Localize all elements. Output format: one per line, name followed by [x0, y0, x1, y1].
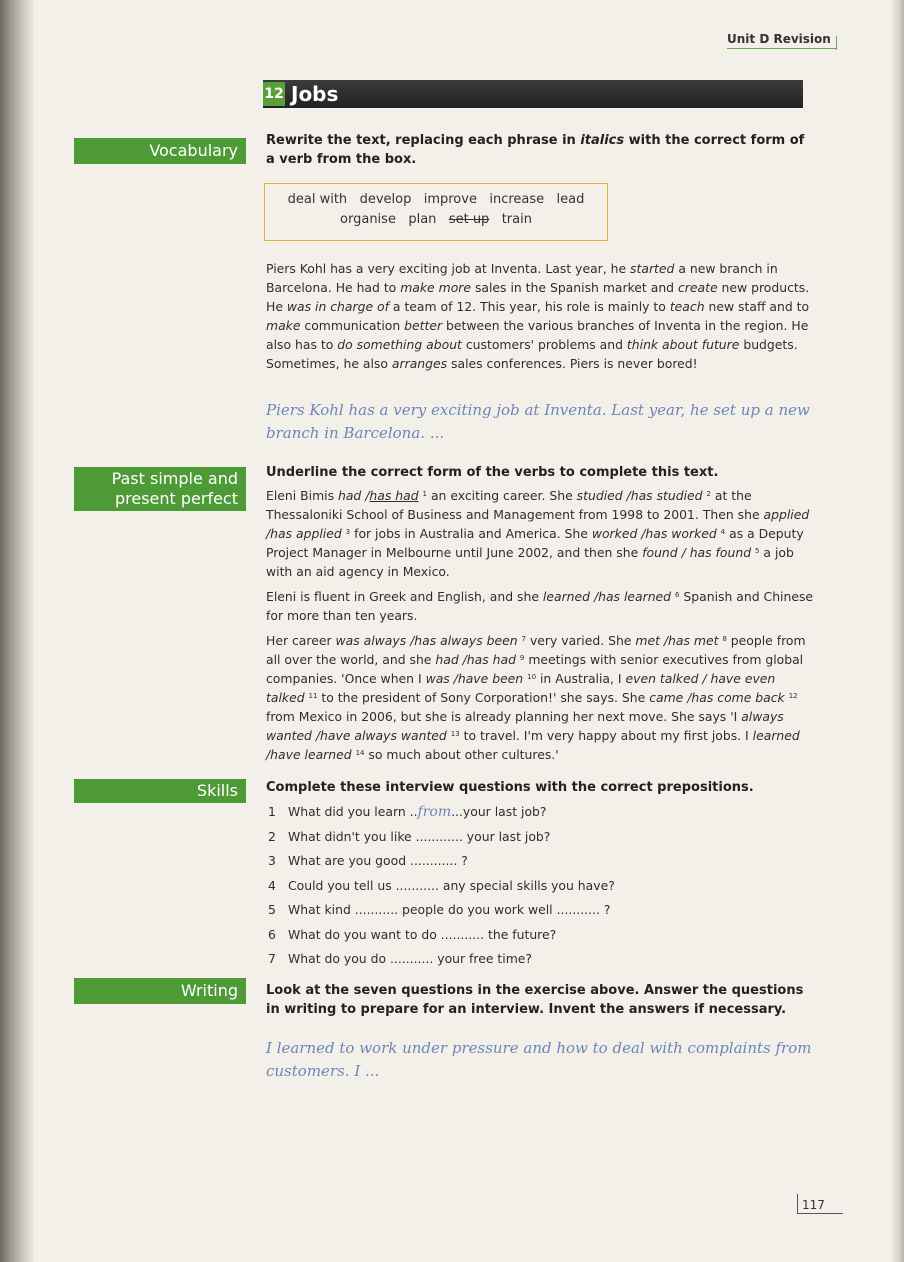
ps-text-seg: to the president of Sony Corporation!' she says. She — [317, 690, 650, 705]
question-item — [268, 800, 788, 825]
tab-vocabulary — [74, 138, 246, 164]
ps-text-seg: an exciting career. She — [427, 488, 577, 503]
running-head — [727, 32, 837, 49]
question-text: ...your last job? — [451, 804, 547, 819]
question-item — [268, 898, 788, 923]
page-edge-shadow — [890, 0, 904, 1262]
question-number: 4 — [268, 877, 276, 893]
vocab-italic-phrase: was in charge of — [286, 299, 389, 314]
ps-gap-number: 1 — [422, 490, 427, 498]
book-spine-shadow — [0, 0, 34, 1262]
ps-gap-number: 12 — [788, 692, 798, 700]
vocab-text-seg: communication — [300, 318, 405, 333]
question-number: 1 — [268, 804, 276, 819]
tab-writing — [74, 978, 246, 1004]
ps-text-seg: Spanish and Chinese for more than ten years. — [266, 589, 814, 623]
question-item — [268, 849, 788, 874]
vocab-italic-phrase: do something about — [337, 337, 462, 352]
ps-text-seg: a job with an aid agency in Mexico. — [266, 545, 794, 579]
vocab-text-seg: new products. He — [266, 280, 810, 314]
ps-option: met /has met — [635, 633, 719, 648]
question-text: What do you do ........... your free time? — [288, 951, 532, 966]
vocab-text-seg: customers' problems and — [461, 337, 627, 352]
question-item — [268, 947, 788, 972]
interview-question-list — [268, 800, 788, 972]
vocab-italic-phrase: think about future — [626, 337, 740, 352]
tab-past-simple-present-perfect — [74, 467, 246, 511]
vocab-text-seg: a new branch in Barcelona. He had to — [266, 261, 778, 295]
ps-text-seg: to travel. I'm very happy about my first jobs. I — [459, 728, 753, 743]
vocab-italic-phrase: better — [404, 318, 443, 333]
word-box-struck-word: set up — [448, 212, 490, 227]
ps-text-seg: so much about other cultures.' — [364, 747, 559, 762]
vocab-italic-phrase: make more — [400, 280, 471, 295]
word-box — [264, 183, 608, 241]
past-simple-instruction: Underline the correct form of the verbs to complete this text. — [266, 465, 719, 480]
ps-option: learned /have learned — [266, 728, 800, 762]
question-text: Could you tell us ........... any special skills you have? — [288, 877, 615, 893]
handwritten-answer-inline: from — [417, 804, 452, 820]
ps-text-seg: from Mexico in 2006, but she is already planning her next move. She says 'I — [266, 709, 742, 724]
ps-text-seg: people from all over the world, and she — [266, 633, 806, 667]
ps-option: had /has had — [435, 652, 516, 667]
vocabulary-instruction-part2: with the correct form of a verb from the box. — [266, 133, 805, 167]
running-head-text: Unit D Revision — [727, 32, 831, 46]
ps-text-seg: Eleni Bimis — [266, 488, 338, 503]
ps-option: always wanted /have always wanted — [266, 709, 784, 743]
ps-gap-number: 8 — [722, 635, 727, 643]
ps-text-seg: at the Thessaloniki School of Business and Management from 1998 to 2001. Then she — [266, 488, 764, 522]
word-box-line2b: train — [489, 212, 532, 227]
question-text: What didn't you like ............ your last job? — [288, 828, 551, 844]
writing-handwritten-answer: I learned to work under pressure and how to deal with complaints from customers. I ... — [266, 1039, 812, 1080]
unit-title-bar — [263, 80, 803, 108]
ps-gap-number: 14 — [355, 749, 365, 757]
ps-gap-number: 6 — [675, 591, 680, 599]
tab-past-simple-label: Past simple and — [111, 469, 238, 488]
ps-text-seg: Her career — [266, 633, 336, 648]
vocabulary-instruction-italic: italics — [580, 133, 625, 148]
running-head-rule — [836, 36, 837, 50]
ps-text-seg: very varied. She — [526, 633, 636, 648]
vocab-text-seg: budgets. Sometimes, he also — [266, 337, 798, 371]
question-text: What did you learn .. — [288, 804, 418, 819]
vocabulary-handwritten-answer: Piers Kohl has a very exciting job at Inventa. Last year, he set up a new branch in Barcelona. ... — [266, 401, 810, 442]
ps-gap-number: 3 — [345, 528, 351, 536]
vocab-italic-phrase: arranges — [391, 356, 448, 371]
ps-option: was always /has always been — [335, 633, 518, 648]
tab-vocabulary-label: Vocabulary — [149, 141, 238, 160]
vocab-italic-phrase: teach — [669, 299, 705, 314]
question-number: 6 — [268, 926, 276, 942]
ps-gap-number: 2 — [706, 490, 711, 498]
unit-number: 12 — [263, 82, 285, 106]
ps-text-seg: Eleni is fluent in Greek and English, and she — [266, 589, 543, 604]
word-box-line2 — [265, 210, 607, 230]
unit-title: Jobs — [291, 82, 339, 106]
question-number: 3 — [268, 853, 276, 868]
ps-option: worked /has worked — [591, 526, 717, 541]
vocab-text-seg: sales conferences. Piers is never bored! — [447, 356, 698, 371]
question-text: What kind ........... people do you work well ........... ? — [288, 902, 611, 917]
tab-skills-label: Skills — [196, 781, 238, 800]
ps-text-seg: in Australia, I — [536, 671, 626, 686]
ps-gap-number: 10 — [527, 673, 537, 681]
past-simple-text — [266, 486, 814, 770]
ps-gap-number: 5 — [755, 547, 760, 555]
question-item — [268, 874, 788, 899]
ps-option: learned /has learned — [542, 589, 672, 604]
question-number: 5 — [268, 902, 276, 917]
question-text: What are you good ............ ? — [288, 853, 468, 868]
ps-text-seg: as a Deputy Project Manager in Melbourne until June 2002, and then she — [266, 526, 804, 560]
word-box-line2a: organise plan — [340, 212, 449, 227]
question-text: What do you want to do ........... the future? — [288, 926, 557, 942]
vocab-text-seg: a team of 12. This year, his role is mainly to — [388, 299, 670, 314]
skills-instruction: Complete these interview questions with the correct prepositions. — [266, 780, 754, 795]
ps-gap-number: 7 — [521, 635, 526, 643]
ps-gap-number: 13 — [450, 730, 460, 738]
tab-writing-label: Writing — [180, 981, 238, 1000]
ps-option: applied /has applied — [266, 507, 810, 541]
ps-gap-number: 4 — [720, 528, 726, 536]
page-number: 117 — [797, 1194, 843, 1214]
question-number: 7 — [268, 951, 276, 966]
vocab-italic-phrase: create — [677, 280, 718, 295]
ps-text-seg: meetings with senior executives from global companies. 'Once when I — [266, 652, 804, 686]
ps-underlined-answer: has had — [369, 488, 419, 503]
vocab-text-seg: sales in the Spanish market and — [471, 280, 678, 295]
ps-text-seg: for jobs in Australia and America. She — [350, 526, 592, 541]
question-item — [268, 923, 788, 948]
ps-gap-number: 9 — [519, 654, 525, 662]
vocab-italic-phrase: make — [266, 318, 301, 333]
tab-present-perfect-label: present perfect — [114, 489, 238, 508]
vocab-text-seg: between the various branches of Inventa in the region. He also has to — [266, 318, 809, 352]
vocabulary-instruction — [266, 131, 806, 169]
ps-option: studied /has studied — [576, 488, 703, 503]
vocab-text-seg: Piers Kohl has a very exciting job at Inventa. Last year, he — [266, 261, 631, 276]
word-box-line1: deal with develop improve increase lead — [287, 192, 585, 207]
writing-instruction: Look at the seven questions in the exercise above. Answer the questions in writing to prepare for an interview. Invent the answers if necessary. — [266, 983, 804, 1017]
ps-option: was /have been — [425, 671, 524, 686]
question-item — [268, 825, 788, 850]
question-number: 2 — [268, 828, 276, 844]
ps-option: had / — [337, 488, 370, 503]
ps-option: even talked / have even talked — [266, 671, 776, 705]
vocab-italic-phrase: started — [630, 261, 675, 276]
vocabulary-instruction-part1: Rewrite the text, replacing each phrase in — [266, 133, 581, 148]
ps-gap-number: 11 — [308, 692, 318, 700]
vocabulary-text — [266, 259, 814, 379]
tab-skills — [74, 779, 246, 803]
vocab-text-seg: new staff and to — [704, 299, 810, 314]
ps-option: came /has come back — [649, 690, 785, 705]
ps-option: found / has found — [642, 545, 752, 560]
